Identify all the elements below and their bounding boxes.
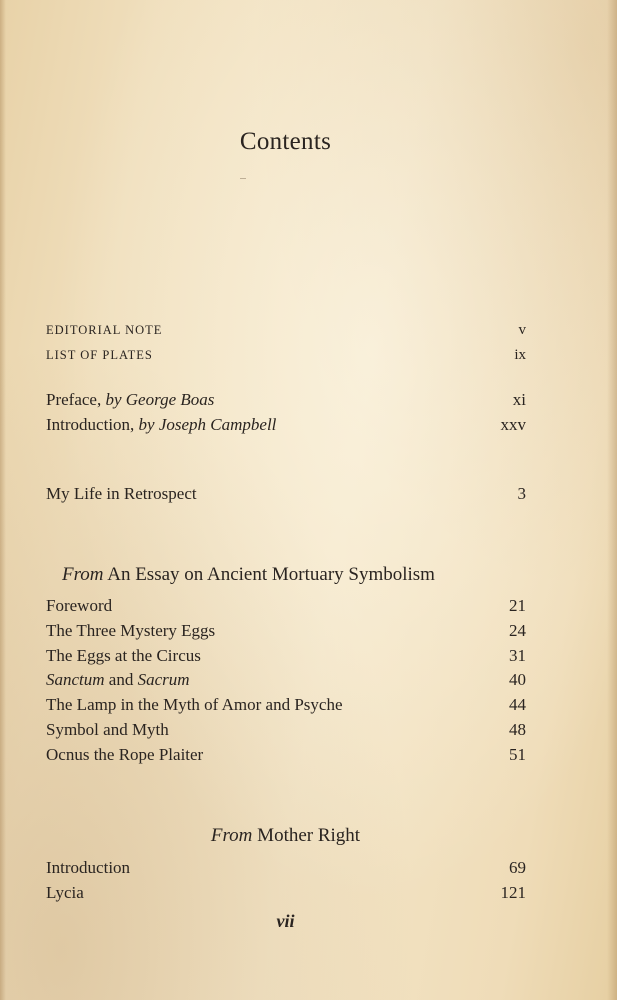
toc-entry-my-life-in-retrospect[interactable] bbox=[46, 484, 526, 504]
toc-entry-page: 21 bbox=[509, 596, 526, 615]
title-ornament bbox=[240, 178, 246, 179]
toc-entry-sanctum-and-sacrum[interactable] bbox=[46, 670, 526, 690]
toc-entry-list-of-plates[interactable] bbox=[46, 345, 526, 365]
page-title: Contents bbox=[239, 128, 332, 155]
toc-entry-page: 40 bbox=[509, 670, 526, 689]
toc-entry-author: by Joseph Campbell bbox=[138, 415, 277, 434]
toc-entry-label: Introduction bbox=[46, 858, 131, 877]
toc-entry-page: v bbox=[518, 322, 526, 338]
toc-entry-label: The Eggs at the Circus bbox=[46, 646, 201, 665]
toc-entry-page: 3 bbox=[517, 484, 526, 503]
toc-entry-page: 48 bbox=[509, 720, 526, 739]
toc-entry-page: xi bbox=[512, 390, 526, 409]
toc-entry-label-part: Sacrum bbox=[137, 670, 190, 689]
toc-entry-label-group bbox=[46, 390, 214, 410]
toc-entry-symbol-and-myth[interactable] bbox=[46, 720, 526, 740]
toc-entry-page: 121 bbox=[500, 883, 526, 902]
toc-entry-label: Preface, bbox=[46, 390, 102, 409]
page-edge-shadow-right bbox=[607, 0, 617, 1000]
toc-entry-editorial-note[interactable] bbox=[46, 320, 526, 340]
section-heading-mother-right bbox=[0, 825, 571, 847]
toc-entry-label-group bbox=[46, 670, 190, 690]
toc-entry-label: Symbol and Myth bbox=[46, 720, 169, 739]
toc-entry-three-mystery-eggs[interactable] bbox=[46, 621, 526, 641]
section-heading-prefix: From bbox=[62, 564, 104, 585]
toc-entry-foreword[interactable] bbox=[46, 596, 526, 616]
toc-entry-label: Ocnus the Rope Plaiter bbox=[46, 745, 204, 764]
toc-entry-page: 51 bbox=[509, 745, 526, 764]
toc-entry-label-part: Sanctum bbox=[46, 670, 105, 689]
section-heading-mortuary-symbolism bbox=[62, 564, 435, 586]
toc-entry-label-group bbox=[46, 415, 276, 435]
toc-entry-ocnus-rope-plaiter[interactable] bbox=[46, 745, 526, 765]
toc-entry-label-part: and bbox=[108, 670, 134, 689]
section-heading-prefix: From bbox=[210, 825, 253, 846]
toc-entry-label: The Three Mystery Eggs bbox=[46, 621, 216, 640]
section-heading-title: Mother Right bbox=[257, 825, 361, 846]
section-heading-title: An Essay on Ancient Mortuary Symbolism bbox=[107, 564, 435, 585]
toc-entry-label: My Life in Retrospect bbox=[46, 484, 197, 503]
toc-entry-page: 31 bbox=[509, 646, 526, 665]
toc-entry-eggs-at-the-circus[interactable] bbox=[46, 646, 526, 666]
toc-entry-label: Lycia bbox=[46, 883, 84, 902]
toc-entry-lycia[interactable] bbox=[46, 883, 526, 903]
toc-entry-introduction-campbell[interactable] bbox=[46, 415, 526, 435]
toc-entry-page: 44 bbox=[509, 695, 526, 714]
toc-entry-page: xxv bbox=[500, 415, 526, 434]
toc-entry-lamp-amor-psyche[interactable] bbox=[46, 695, 526, 715]
toc-entry-page: 24 bbox=[509, 621, 526, 640]
toc-entry-label: EDITORIAL NOTE bbox=[46, 323, 163, 337]
toc-entry-page: 69 bbox=[509, 858, 526, 877]
toc-entry-label: Foreword bbox=[46, 596, 113, 615]
toc-entry-label: Introduction, bbox=[46, 415, 135, 434]
toc-entry-page: ix bbox=[514, 347, 526, 363]
toc-entry-introduction-mother-right[interactable] bbox=[46, 858, 526, 878]
toc-entry-label: The Lamp in the Myth of Amor and Psyche bbox=[46, 695, 343, 714]
page-number: vii bbox=[276, 911, 295, 931]
toc-entry-label: LIST OF PLATES bbox=[46, 348, 153, 362]
toc-entry-author: by George Boas bbox=[105, 390, 215, 409]
toc-entry-preface[interactable] bbox=[46, 390, 526, 410]
